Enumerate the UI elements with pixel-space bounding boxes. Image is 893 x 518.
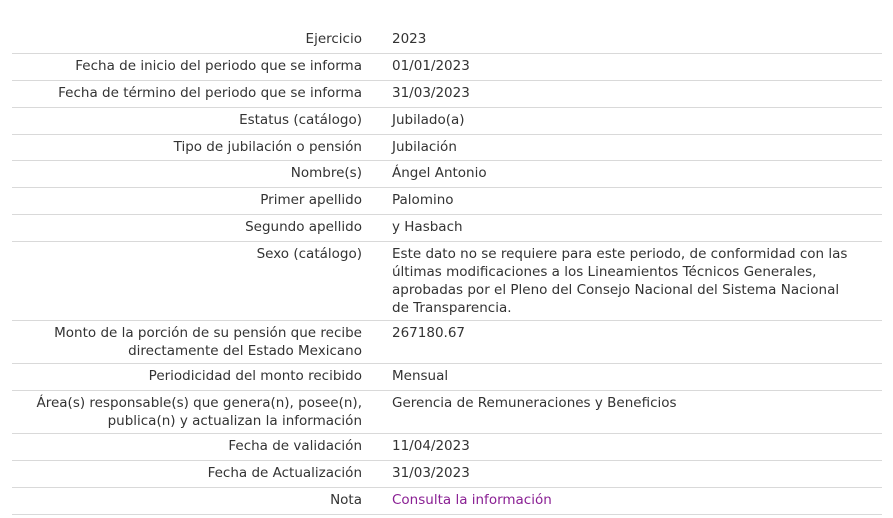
row-periodicidad [12, 364, 882, 391]
row-ejercicio [12, 27, 882, 54]
row-nombre [12, 161, 882, 188]
row-sexo [12, 242, 882, 321]
row-primer-apellido [12, 188, 882, 215]
field-value: Palomino [392, 192, 454, 209]
field-label: Área(s) responsable(s) que genera(n), posee(n), publica(n) y actualizan la información [36, 395, 362, 430]
field-label: Estatus (catálogo) [239, 111, 362, 128]
field-label: Fecha de Actualización [207, 464, 362, 481]
field-value-cell [392, 491, 852, 511]
row-fecha-termino [12, 81, 882, 108]
field-value: 2023 [392, 31, 427, 47]
row-nota [12, 488, 882, 515]
row-tipo-jubilacion [12, 135, 882, 162]
field-label: Periodicidad del monto recibido [148, 368, 362, 385]
field-value: Jubilación [392, 138, 457, 155]
field-value: 31/03/2023 [392, 464, 470, 481]
field-value: Este dato no se requiere para este periodo, de conformidad con las últimas modificaciones a los Lineamientos Técnicos Generales, aprobadas por el Pleno del Consejo Nacional del Sistema Nacional de Transparencia. [392, 246, 848, 317]
field-value: Jubilado(a) [392, 111, 465, 128]
consulta-informacion-link[interactable]: Consulta la información [392, 491, 552, 508]
row-fecha-actualizacion [12, 461, 882, 488]
field-value: 01/01/2023 [392, 57, 470, 74]
row-area-responsable [12, 391, 882, 434]
field-label: Primer apellido [260, 192, 362, 209]
record-detail-table [12, 27, 882, 515]
field-label: Monto de la porción de su pensión que recibe directamente del Estado Mexicano [54, 325, 362, 360]
field-value: 11/04/2023 [392, 438, 470, 455]
field-value: Ángel Antonio [392, 165, 487, 182]
field-value: 267180.67 [392, 325, 466, 342]
field-label: Segundo apellido [245, 219, 362, 236]
row-fecha-inicio [12, 54, 882, 81]
field-value: Gerencia de Remuneraciones y Beneficios [392, 395, 677, 412]
field-value: Mensual [392, 368, 449, 385]
field-label: Fecha de término del periodo que se informa [58, 84, 362, 101]
field-value: y Hasbach [392, 219, 463, 236]
field-label: Ejercicio [305, 31, 362, 47]
field-label: Fecha de validación [228, 438, 362, 455]
row-segundo-apellido [12, 215, 882, 242]
field-value: 31/03/2023 [392, 84, 470, 101]
field-label: Fecha de inicio del periodo que se informa [75, 57, 362, 74]
row-estatus [12, 108, 882, 135]
field-label: Nota [330, 491, 362, 508]
field-label: Sexo (catálogo) [256, 246, 362, 263]
row-fecha-validacion [12, 434, 882, 461]
field-label: Tipo de jubilación o pensión [173, 138, 362, 155]
row-monto-pension [12, 321, 882, 364]
field-label: Nombre(s) [290, 165, 362, 182]
